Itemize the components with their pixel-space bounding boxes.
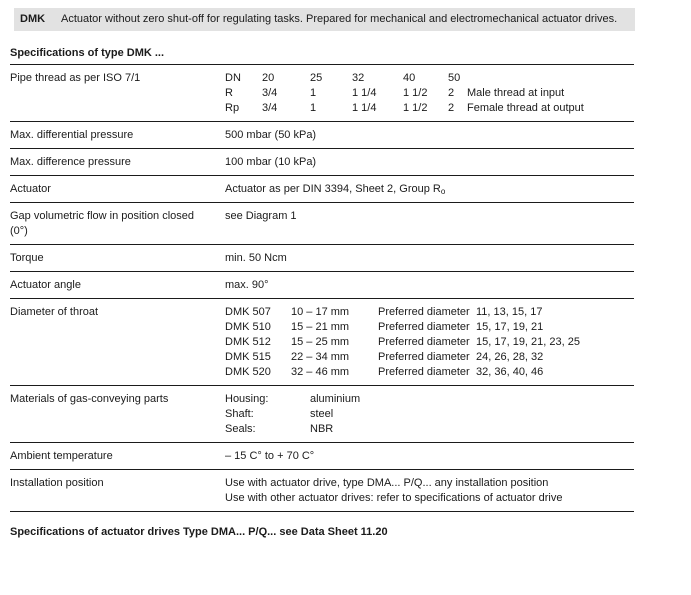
spec-label: Actuator angle [10,279,81,291]
spec-row-actuator [10,176,634,203]
spec-row-actuator-angle [10,272,634,299]
material-value: NBR [310,423,334,435]
throat-model: DMK 510 [225,321,271,333]
pt-note: Female thread at output [467,102,584,114]
throat-preferred-label: Preferred diameter [378,351,470,363]
spec-label: Pipe thread as per ISO 7/1 [10,72,141,84]
datasheet-page [0,8,691,595]
pt-cell: 2 [448,87,455,99]
installation-line: Use with other actuator drives: refer to specifications of actuator drive [225,492,563,504]
spec-value: min. 50 Ncm [225,252,287,264]
throat-row [225,365,634,380]
pt-cell: 2 [448,102,455,114]
material-part: Housing: [225,393,269,405]
throat-preferred-values: 11, 13, 15, 17 [476,306,543,318]
throat-preferred-label: Preferred diameter [378,321,470,333]
pt-cell: 1 1/2 [403,102,428,114]
throat-preferred-values: 15, 17, 19, 21, 23, 25 [476,336,580,348]
pt-note: Male thread at input [467,87,565,99]
pt-cell: 50 [448,72,461,84]
pt-cell: 1 [310,102,317,114]
pipe-thread-subtable [225,71,634,116]
pipe-thread-row-rp [225,101,634,116]
throat-row [225,305,634,320]
product-description: Actuator without zero shut-off for regulating tasks. Prepared for mechanical and electromechanical actuator drives. [61,13,618,25]
spec-row-ambient-temperature [10,443,634,470]
throat-row [225,350,634,365]
pt-cell: 25 [310,72,323,84]
spec-label: Materials of gas-conveying parts [10,393,169,405]
pt-cell: 32 [352,72,365,84]
pt-cell: 40 [403,72,416,84]
spec-label: Actuator [10,183,51,195]
spec-value: max. 90° [225,279,269,291]
throat-preferred-label: Preferred diameter [378,366,470,378]
pipe-thread-row-r [225,86,634,101]
spec-label: Ambient temperature [10,450,113,462]
spec-row-torque [10,245,634,272]
pt-cell: 1 [310,87,317,99]
footer-title: Specifications of actuator drives Type DMA... P/Q... see Data Sheet 11.20 [10,526,388,538]
pt-cell: 3/4 [262,102,278,114]
spec-row-diameter-of-throat [10,299,634,386]
throat-preferred-values: 32, 36, 40, 46 [476,366,544,378]
spec-value [225,182,634,197]
pt-cell: R [225,87,233,99]
throat-model: DMK 520 [225,366,271,378]
spec-value: see Diagram 1 [225,210,297,222]
spec-row-gap-volumetric-flow [10,203,634,245]
throat-range: 15 – 21 mm [291,321,350,333]
spec-row-materials [10,386,634,443]
throat-range: 32 – 46 mm [291,366,350,378]
product-header-band [14,8,635,31]
product-code: DMK [20,13,46,25]
throat-row [225,320,634,335]
material-row [225,407,634,422]
spec-label: Diameter of throat [10,306,99,318]
materials-subtable [225,392,634,437]
throat-model: DMK 507 [225,306,271,318]
installation-value [225,476,634,506]
pt-cell: 1 1/4 [352,102,377,114]
actuator-value-text: Actuator as per DIN 3394, Sheet 2, Group R [225,183,441,195]
material-value: steel [310,408,334,420]
specifications-table [10,47,634,512]
throat-range: 10 – 17 mm [291,306,350,318]
section-title: Specifications of type DMK ... [10,47,634,65]
spec-label: Max. differential pressure [10,129,134,141]
throat-row [225,335,634,350]
spec-label: Max. difference pressure [10,156,131,168]
throat-preferred-label: Preferred diameter [378,336,470,348]
throat-model: DMK 512 [225,336,271,348]
installation-line: Use with actuator drive, type DMA... P/Q... any installation position [225,477,549,489]
actuator-group-subscript: o [440,187,446,196]
throat-range: 22 – 34 mm [291,351,350,363]
throat-range: 15 – 25 mm [291,336,350,348]
throat-model: DMK 515 [225,351,271,363]
pipe-thread-row-dn [225,71,634,86]
material-part: Shaft: [225,408,254,420]
pt-cell: DN [225,72,241,84]
spec-value: 500 mbar (50 kPa) [225,129,317,141]
spec-value: 100 mbar (10 kPa) [225,156,317,168]
pt-cell: Rp [225,102,240,114]
material-part: Seals: [225,423,256,435]
throat-preferred-label: Preferred diameter [378,306,470,318]
material-value: aluminium [310,393,361,405]
pt-cell: 1 1/2 [403,87,428,99]
throat-preferred-values: 15, 17, 19, 21 [476,321,544,333]
spec-row-pipe-thread [10,65,634,122]
spec-label: Installation position [10,477,104,489]
throat-preferred-values: 24, 26, 28, 32 [476,351,544,363]
material-row [225,422,634,437]
material-row [225,392,634,407]
pt-note [467,71,634,86]
spec-label: Gap volumetric flow in position closed (0°) [10,210,195,237]
pt-cell: 20 [262,72,275,84]
spec-label: Torque [10,252,44,264]
throat-subtable [225,305,634,380]
spec-row-max-differential-pressure [10,122,634,149]
pt-cell: 3/4 [262,87,278,99]
spec-row-max-difference-pressure [10,149,634,176]
spec-value: – 15 C° to + 70 C° [225,450,315,462]
pt-cell: 1 1/4 [352,87,377,99]
spec-row-installation-position [10,470,634,512]
